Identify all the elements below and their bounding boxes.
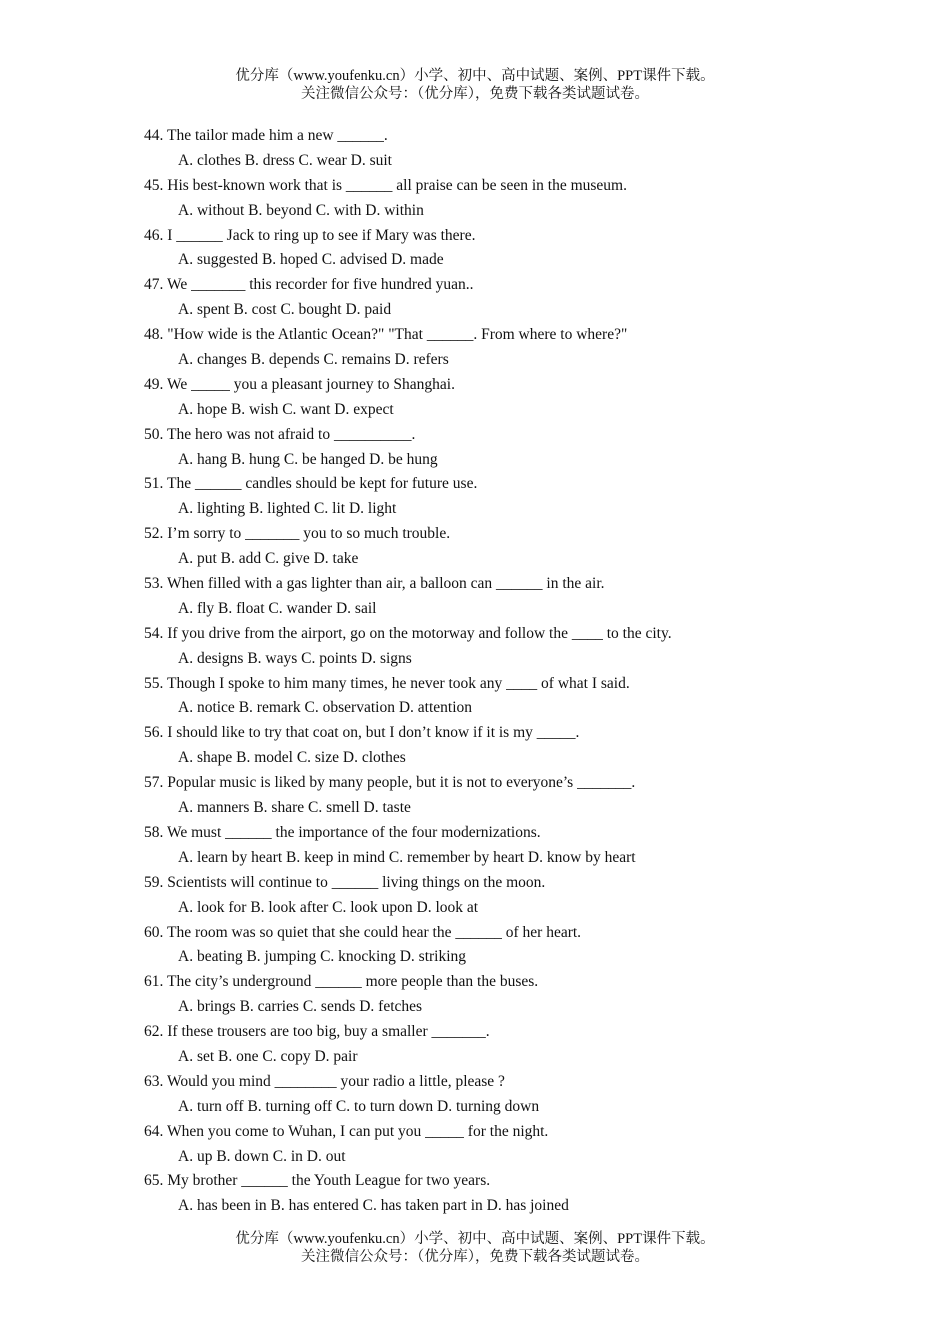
question-45 [144,174,864,224]
question-stem: 51. The ______ candles should be kept for future use. [144,475,478,493]
question-stem: 64. When you come to Wuhan, I can put you _____ for the night. [144,1122,549,1140]
question-57 [144,771,864,821]
question-52 [144,522,864,572]
question-options: A. shape B. model C. size D. clothes [178,749,406,767]
question-51 [144,472,864,522]
question-stem: 58. We must ______ the importance of the four modernizations. [144,823,541,841]
header-line-2: 关注微信公众号：（优分库），免费下载各类试题试卷。 [301,86,649,102]
question-options: A. changes B. depends C. remains D. refers [178,351,449,369]
question-stem: 53. When filled with a gas lighter than air, a balloon can ______ in the air. [144,575,605,593]
question-options: A. up B. down C. in D. out [178,1147,346,1165]
question-stem: 56. I should like to try that coat on, but I don’t know if it is my _____. [144,724,580,742]
question-stem: 59. Scientists will continue to ______ living things on the moon. [144,873,546,891]
question-62 [144,1020,864,1070]
question-stem: 47. We _______ this recorder for five hundred yuan.. [144,276,474,294]
question-63 [144,1070,864,1120]
question-49 [144,373,864,423]
question-options: A. hope B. wish C. want D. expect [178,400,394,418]
question-options: A. fly B. float C. wander D. sail [178,599,377,617]
question-options: A. beating B. jumping C. knocking D. striking [178,948,467,966]
question-options: A. spent B. cost C. bought D. paid [178,301,392,319]
question-options: A. lighting B. lighted C. lit D. light [178,500,397,518]
question-stem: 65. My brother ______ the Youth League for two years. [144,1172,491,1190]
question-options: A. clothes B. dress C. wear D. suit [178,151,392,169]
question-options: A. turn off B. turning off C. to turn down D. turning down [178,1097,540,1115]
question-60 [144,921,864,971]
question-list [144,124,864,1219]
header-line-1: 优分库（www.youfenku.cn）小学、初中、高中试题、案例、PPT课件下载。 [235,68,715,84]
question-options: A. designs B. ways C. points D. signs [178,649,412,667]
question-stem: 46. I ______ Jack to ring up to see if Mary was there. [144,226,476,244]
question-stem: 48. "How wide is the Atlantic Ocean?" "That ______. From where to where?" [144,326,628,344]
question-options: A. suggested B. hoped C. advised D. made [178,251,444,269]
question-stem: 54. If you drive from the airport, go on the motorway and follow the ____ to the city. [144,624,672,642]
page-footer [0,1230,950,1266]
question-47 [144,273,864,323]
question-56 [144,721,864,771]
question-options: A. set B. one C. copy D. pair [178,1047,358,1065]
question-58 [144,821,864,871]
question-55 [144,672,864,722]
question-65 [144,1169,864,1219]
question-options: A. has been in B. has entered C. has taken part in D. has joined [178,1197,569,1215]
question-options: A. learn by heart B. keep in mind C. remember by heart D. know by heart [178,848,636,866]
page-header [0,67,950,103]
question-stem: 62. If these trousers are too big, buy a smaller _______. [144,1023,490,1041]
question-options: A. hang B. hung C. be hanged D. be hung [178,450,438,468]
question-61 [144,970,864,1020]
question-stem: 45. His best-known work that is ______ all praise can be seen in the museum. [144,176,627,194]
question-stem: 52. I’m sorry to _______ you to so much trouble. [144,525,451,543]
question-stem: 60. The room was so quiet that she could hear the ______ of her heart. [144,923,582,941]
question-44 [144,124,864,174]
question-50 [144,423,864,473]
question-stem: 57. Popular music is liked by many people, but it is not to everyone’s _______. [144,774,636,792]
question-options: A. brings B. carries C. sends D. fetches [178,998,423,1016]
question-59 [144,871,864,921]
question-stem: 44. The tailor made him a new ______. [144,127,388,144]
question-options: A. notice B. remark C. observation D. attention [178,699,473,717]
question-stem: 61. The city’s underground ______ more people than the buses. [144,973,539,991]
question-54 [144,622,864,672]
question-48 [144,323,864,373]
question-options: A. manners B. share C. smell D. taste [178,799,411,817]
question-64 [144,1120,864,1170]
footer-line-2: 关注微信公众号：（优分库），免费下载各类试题试卷。 [301,1249,649,1265]
question-46 [144,224,864,274]
question-stem: 49. We _____ you a pleasant journey to Shanghai. [144,375,455,393]
question-options: A. without B. beyond C. with D. within [178,201,424,219]
question-stem: 55. Though I spoke to him many times, he never took any ____ of what I said. [144,674,630,692]
question-stem: 63. Would you mind ________ your radio a little, please ? [144,1072,505,1090]
question-options: A. look for B. look after C. look upon D. look at [178,898,479,916]
footer-line-1: 优分库（www.youfenku.cn）小学、初中、高中试题、案例、PPT课件下载。 [235,1231,715,1247]
question-53 [144,572,864,622]
question-options: A. put B. add C. give D. take [178,550,359,568]
question-stem: 50. The hero was not afraid to __________. [144,425,416,443]
